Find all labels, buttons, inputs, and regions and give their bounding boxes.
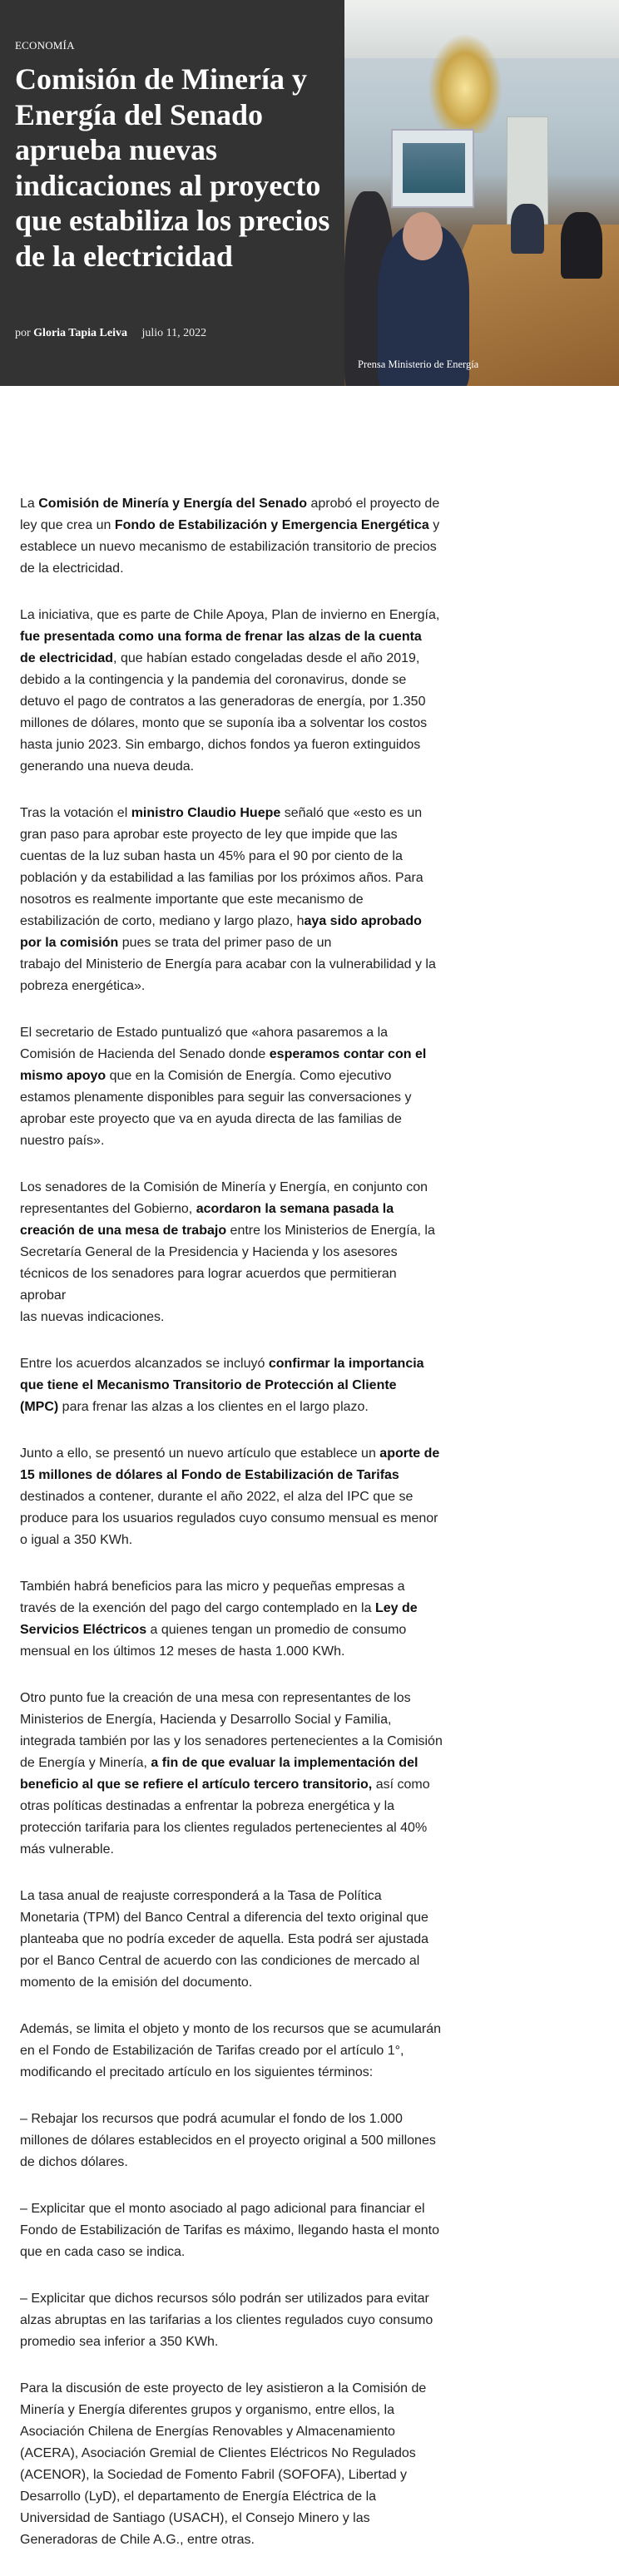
paragraph-text: las nuevas indicaciones. [20,1310,165,1324]
paragraph-text: Otro punto fue la creación de una mesa con representantes de los Ministerios de Energía, Hacienda y Desarrollo Social y Familia, integrada también por las y los senadores pertenecientes a la Comisión de Energía y Minería, [20,1691,443,1770]
article-paragraph [20,2198,443,2263]
paragraph-text: , que habían estado congeladas desde el año 2019, debido a la contingencia y la pandemia del coronavirus, donde se detuvo el pago de contratos a las generadoras de energía, por 1.350 millones de dólares, monto que se suponía iba a solventar los costos hasta junio 2023. Sin embargo, dichos fondos ya fueron extinguidos generando una nueva deuda. [20,651,428,774]
article-paragraph [20,1177,443,1328]
photo-person [561,212,602,279]
photo-person-head [403,212,443,260]
publish-date: julio 11, 2022 [141,327,207,339]
article-paragraph [20,2288,443,2353]
article-paragraph [20,2019,443,2084]
article-hero [0,0,619,386]
article-paragraph [20,2109,443,2173]
paragraph-text: – Explicitar que dichos recursos sólo podrán ser utilizados para evitar alzas abruptas en las tarifarias a los clientes regulados cuyo consumo promedio sea inferior a 350 KWh. [20,2292,433,2349]
paragraph-text: Para la discusión de este proyecto de ley asistieron a la Comisión de Minería y Energía diferentes grupos y organismo, entre ellos, la Asociación Chilena de Energías Renovables y Almacenamiento (ACERA), Asociación Gremial de Clientes Eléctricos No Regulados (ACENOR), la Sociedad de Fomento Fabril (SOFOFA), Libertad y Desarrollo (LyD), el departamento de Energía Eléctrica de la Universidad de Santiago (USACH), el Consejo Minero y las Generadoras de Chile A.G., entre otras. [20,2381,427,2547]
bold-text: de electricidad [20,651,114,665]
article-paragraph [20,1576,443,1663]
paragraph-text: – Rebajar los recursos que podrá acumular el fondo de los 1.000 millones de dólares establecidos en el proyecto original a 500 millones de dichos dólares. [20,2112,436,2169]
category-link[interactable]: ECONOMÍA [15,39,75,52]
paragraph-text: La [20,497,39,511]
bold-text: acordaron la semana pasada la creación de una mesa de trabajo [20,1202,394,1238]
paragraph-text: para frenar las alzas a los clientes en el largo plazo. [58,1400,369,1414]
hero-text-panel [0,0,344,386]
paragraph-text: a quienes tengan un promedio de consumo mensual en los últimos 12 meses de hasta 1.000 KWh. [20,1623,407,1659]
article-paragraph [20,1353,443,1418]
bold-text: ministro Claudio Huepe [131,806,281,820]
bold-text: aya sido aprobado por la comisión [20,914,422,950]
bold-text: a fin de que evaluar la implementación del beneficio al que se refiere el artículo tercero transitorio, [20,1756,418,1792]
bold-text: esperamos contar con el mismo apoyo [20,1047,427,1083]
article-paragraph [20,1688,443,1861]
paragraph-text: También habrá beneficios para las micro y pequeñas empresas a través de la exención del pago del cargo contemplado en la [20,1580,405,1615]
photo-caption: Prensa Ministerio de Energía [358,358,479,370]
bold-text: Ley de Servicios Eléctricos [20,1601,418,1637]
article-paragraph [20,2378,443,2551]
photo-chandelier [428,33,503,133]
bold-text: Fondo de Estabilización y Emergencia Energética [114,518,429,532]
paragraph-text: así como otras políticas destinadas a enfrentar la pobreza energética y la protección tarifaria para los clientes regulados pertenecientes al 40% más vulnerable. [20,1777,430,1857]
paragraph-text: Tras la votación el [20,806,131,820]
paragraph-text: Los senadores de la Comisión de Minería y Energía, en conjunto con representantes del Gobierno, [20,1180,428,1216]
article-paragraph [20,1886,443,1994]
byline [15,327,206,340]
article-title: Comisión de Minería y Energía del Senado aprueba nuevas indicaciones al proyecto que estabiliza los precios de la electricidad [15,62,330,273]
article-paragraph [20,605,443,778]
article-body [20,493,443,2576]
bold-text: fue presentada como una forma de frenar las alzas de la cuenta [20,630,422,644]
article-paragraph [20,803,443,997]
article-paragraph [20,493,443,580]
bold-text: Comisión de Minería y Energía del Senado [38,497,307,511]
paragraph-text: La iniciativa, que es parte de Chile Apoya, Plan de invierno en Energía, [20,608,440,622]
paragraph-text: trabajo del Ministerio de Energía para acabar con la vulnerabilidad y la pobreza energética». [20,957,436,993]
photo-projection-screen [391,129,474,208]
bold-text: aporte de 15 millones de dólares al Fondo de Estabilización de Tarifas [20,1446,440,1482]
paragraph-text: aprobó el proyecto de ley que crea un [20,497,440,532]
paragraph-text: Además, se limita el objeto y monto de los recursos que se acumularán en el Fondo de Estabilización de Tarifas creado por el artículo 1°, modificando el precitado artículo en los siguientes términos: [20,2022,442,2079]
paragraph-text: entre los Ministerios de Energía, la Secretaría General de la Presidencia y Hacienda y los asesores técnicos de los senadores para lograr acuerdos que permitieran aprobar [20,1224,435,1303]
paragraph-text: pues se trata del primer paso de un [118,936,332,950]
article-paragraph [20,1022,443,1152]
paragraph-text: La tasa anual de reajuste corresponderá a la Tasa de Política Monetaria (TPM) del Banco Central a diferencia del texto original que planteaba que no podría exceder de aquella. Esta podrá ser ajustada por el Banco Central de acuerdo con las condiciones de mercado al momento de la emisión del documento. [20,1889,429,1990]
paragraph-text: que en la Comisión de Energía. Como ejecutivo estamos plenamente disponibles para seguir las conversaciones y aprobar este proyecto que va en ayuda directa de las familias de nuestro país». [20,1069,412,1148]
article-paragraph [20,1443,443,1551]
paragraph-text: El secretario de Estado puntualizó que «ahora pasaremos a la Comisión de Hacienda del Senado donde [20,1026,389,1061]
paragraph-text: – Explicitar que el monto asociado al pago adicional para financiar el Fondo de Estabilización de Tarifas es máximo, llegando hasta el monto que en cada caso se indica. [20,2202,439,2259]
photo-person [511,204,544,254]
hero-photo [344,0,619,386]
byline-prefix: por [15,327,31,339]
paragraph-text: y establece un nuevo mecanismo de estabilización transitorio de precios de la electricidad. [20,518,440,576]
bold-text: confirmar la importancia que tiene el Mecanismo Transitorio de Protección al Cliente [20,1357,424,1392]
author-link[interactable]: Gloria Tapia Leiva [33,327,127,339]
bold-text: (MPC) [20,1400,59,1414]
paragraph-text: destinados a contener, durante el año 2022, el alza del IPC que se produce para los usuarios regulados cuyo consumo mensual es menor o igual a 350 KWh. [20,1490,438,1547]
paragraph-text: Junto a ello, se presentó un nuevo artículo que establece un [20,1446,380,1461]
paragraph-text: señaló que «esto es un gran paso para aprobar este proyecto de ley que impide que las cuentas de la luz suban hasta un 45% para el 90 por ciento de la población y da estabilidad a las familias por los próximos años. Para nosotros es realmente importante que este mecanismo de estabilización de corto, mediano y largo plazo, h [20,806,423,928]
paragraph-text: Entre los acuerdos alcanzados se incluyó [20,1357,269,1371]
